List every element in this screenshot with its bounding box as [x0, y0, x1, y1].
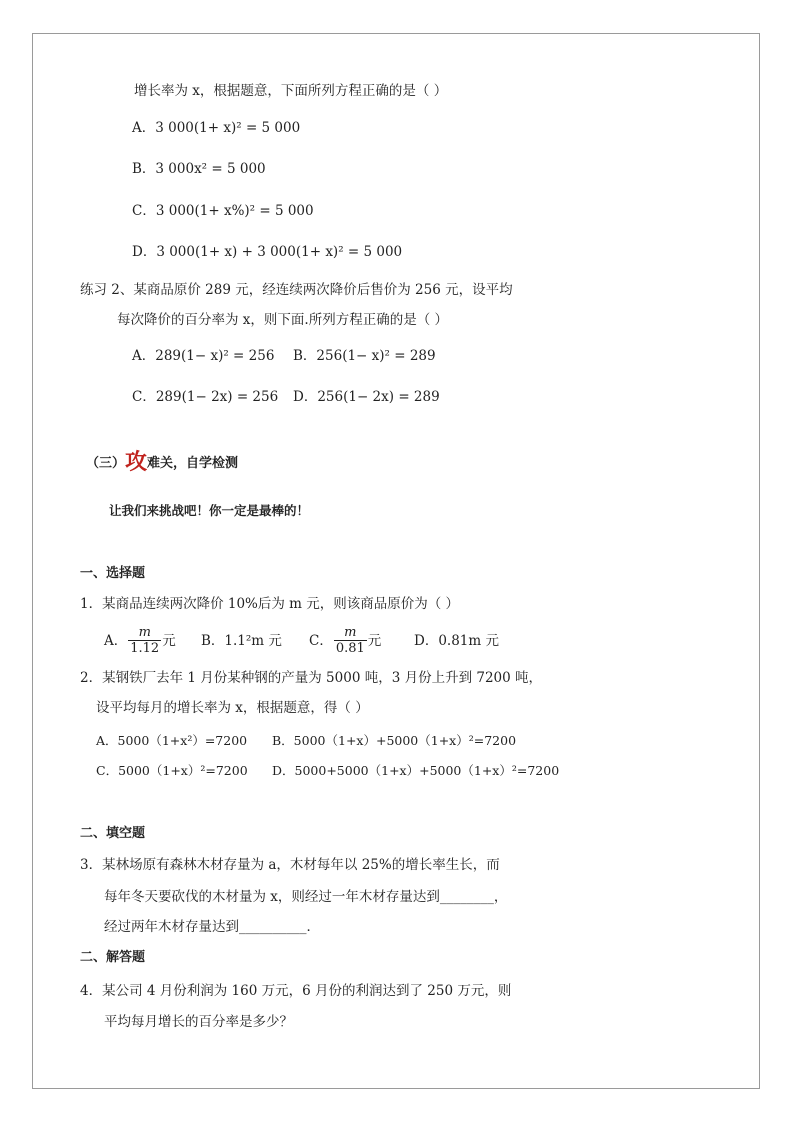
exercise2-option-a[interactable] [132, 347, 274, 365]
fraction-numerator: m [138, 625, 151, 640]
option-expression: 256(1− x)² = 289 [316, 348, 436, 364]
q4-line1: 4．某公司 4 月份利润为 160 万元，6 月份的利润达到了 250 万元，则 [80, 983, 512, 999]
option-label: A． [132, 120, 156, 136]
section3-motto: 让我们来挑战吧！你一定是最棒的！ [109, 503, 310, 518]
option-label: D． [293, 389, 318, 405]
exercise2-line1: 练习 2、某商品原价 289 元，经连续两次降价后售价为 256 元，设平均 [80, 282, 513, 298]
exercise2-option-b[interactable] [293, 347, 436, 365]
q2-option-a[interactable]: A．5000（1+x²）=7200 [96, 733, 248, 748]
option-expression: 3 000(1+ x%)² = 5 000 [155, 203, 314, 219]
part1-heading: 一、选择题 [80, 566, 146, 581]
option-expression: 3 000(1+ x) + 3 000(1+ x)² = 5 000 [156, 244, 403, 260]
section3-prefix: （三） [86, 456, 126, 471]
fraction-denominator: 1.12 [130, 641, 160, 656]
intro-option-a[interactable] [132, 119, 300, 137]
section3-heading [86, 450, 238, 476]
option-expression: 3 000(1+ x)² = 5 000 [155, 120, 301, 136]
section3-highlight-char: 攻 [125, 449, 148, 475]
fraction [334, 626, 367, 657]
fraction-denominator: 0.81 [335, 641, 365, 656]
option-expression: 289(1− 2x) = 256 [155, 389, 279, 405]
option-expression: 3 000x² = 5 000 [155, 161, 266, 177]
option-label: C． [132, 203, 156, 219]
q2-option-b[interactable]: B．5000（1+x）+5000（1+x）²=7200 [272, 733, 517, 748]
intro-option-c[interactable] [132, 202, 314, 220]
option-expression: 256(1− 2x) = 289 [317, 389, 440, 405]
q1-option-a[interactable] [104, 624, 176, 658]
option-label: A． [132, 348, 156, 364]
option-label: B． [132, 161, 156, 177]
intro-option-b[interactable] [132, 160, 266, 178]
exercise2-option-d[interactable] [293, 388, 440, 406]
fraction [128, 626, 161, 657]
q1-option-d[interactable]: D．0.81m 元 [414, 633, 499, 649]
q2-line2: 设平均每月的增长率为 x，根据题意，得（ ） [96, 700, 369, 716]
option-label: C． [132, 389, 156, 405]
q1-option-c[interactable] [309, 624, 381, 658]
q2-line1: 2．某钢铁厂去年 1 月份某种钢的产量为 5000 吨，3 月份上升到 7200 吨， [80, 670, 543, 686]
option-expression: 289(1− x)² = 256 [155, 348, 275, 364]
part3-heading: 二、解答题 [80, 950, 146, 965]
q2-option-c[interactable]: C．5000（1+x）²=7200 [96, 763, 248, 778]
option-label: B． [293, 348, 317, 364]
q3-line3: 经过两年木材存量达到__________． [104, 919, 320, 935]
part2-heading: 二、填空题 [80, 826, 146, 841]
q2-option-d[interactable]: D．5000+5000（1+x）+5000（1+x）²=7200 [272, 763, 560, 778]
q1-text: 1．某商品连续两次降价 10%后为 m 元，则该商品原价为（ ） [80, 596, 460, 612]
option-label: A． [104, 633, 128, 649]
q1-option-b[interactable]: B．1.1²m 元 [201, 633, 282, 649]
exercise2-option-c[interactable] [132, 388, 278, 406]
option-label: C． [309, 633, 333, 649]
option-unit: 元 [367, 633, 382, 649]
intro-question-text: 增长率为 x，根据题意，下面所列方程正确的是（ ） [134, 83, 448, 99]
q4-line2: 平均每月增长的百分率是多少？ [104, 1014, 293, 1030]
option-label: D． [132, 244, 157, 260]
fraction-numerator: m [344, 625, 357, 640]
q3-line1: 3．某林场原有森林木材存量为 a，木材每年以 25%的增长率生长，而 [80, 857, 500, 873]
section3-suffix: 难关，自学检测 [147, 456, 239, 471]
option-unit: 元 [162, 633, 176, 649]
q3-line2: 每年冬天要砍伐的木材量为 x，则经过一年木材存量达到________， [104, 889, 508, 905]
intro-option-d[interactable] [132, 243, 402, 261]
exercise2-line2: 每次降价的百分率为 x，则下面.所列方程正确的是（ ） [117, 312, 448, 328]
